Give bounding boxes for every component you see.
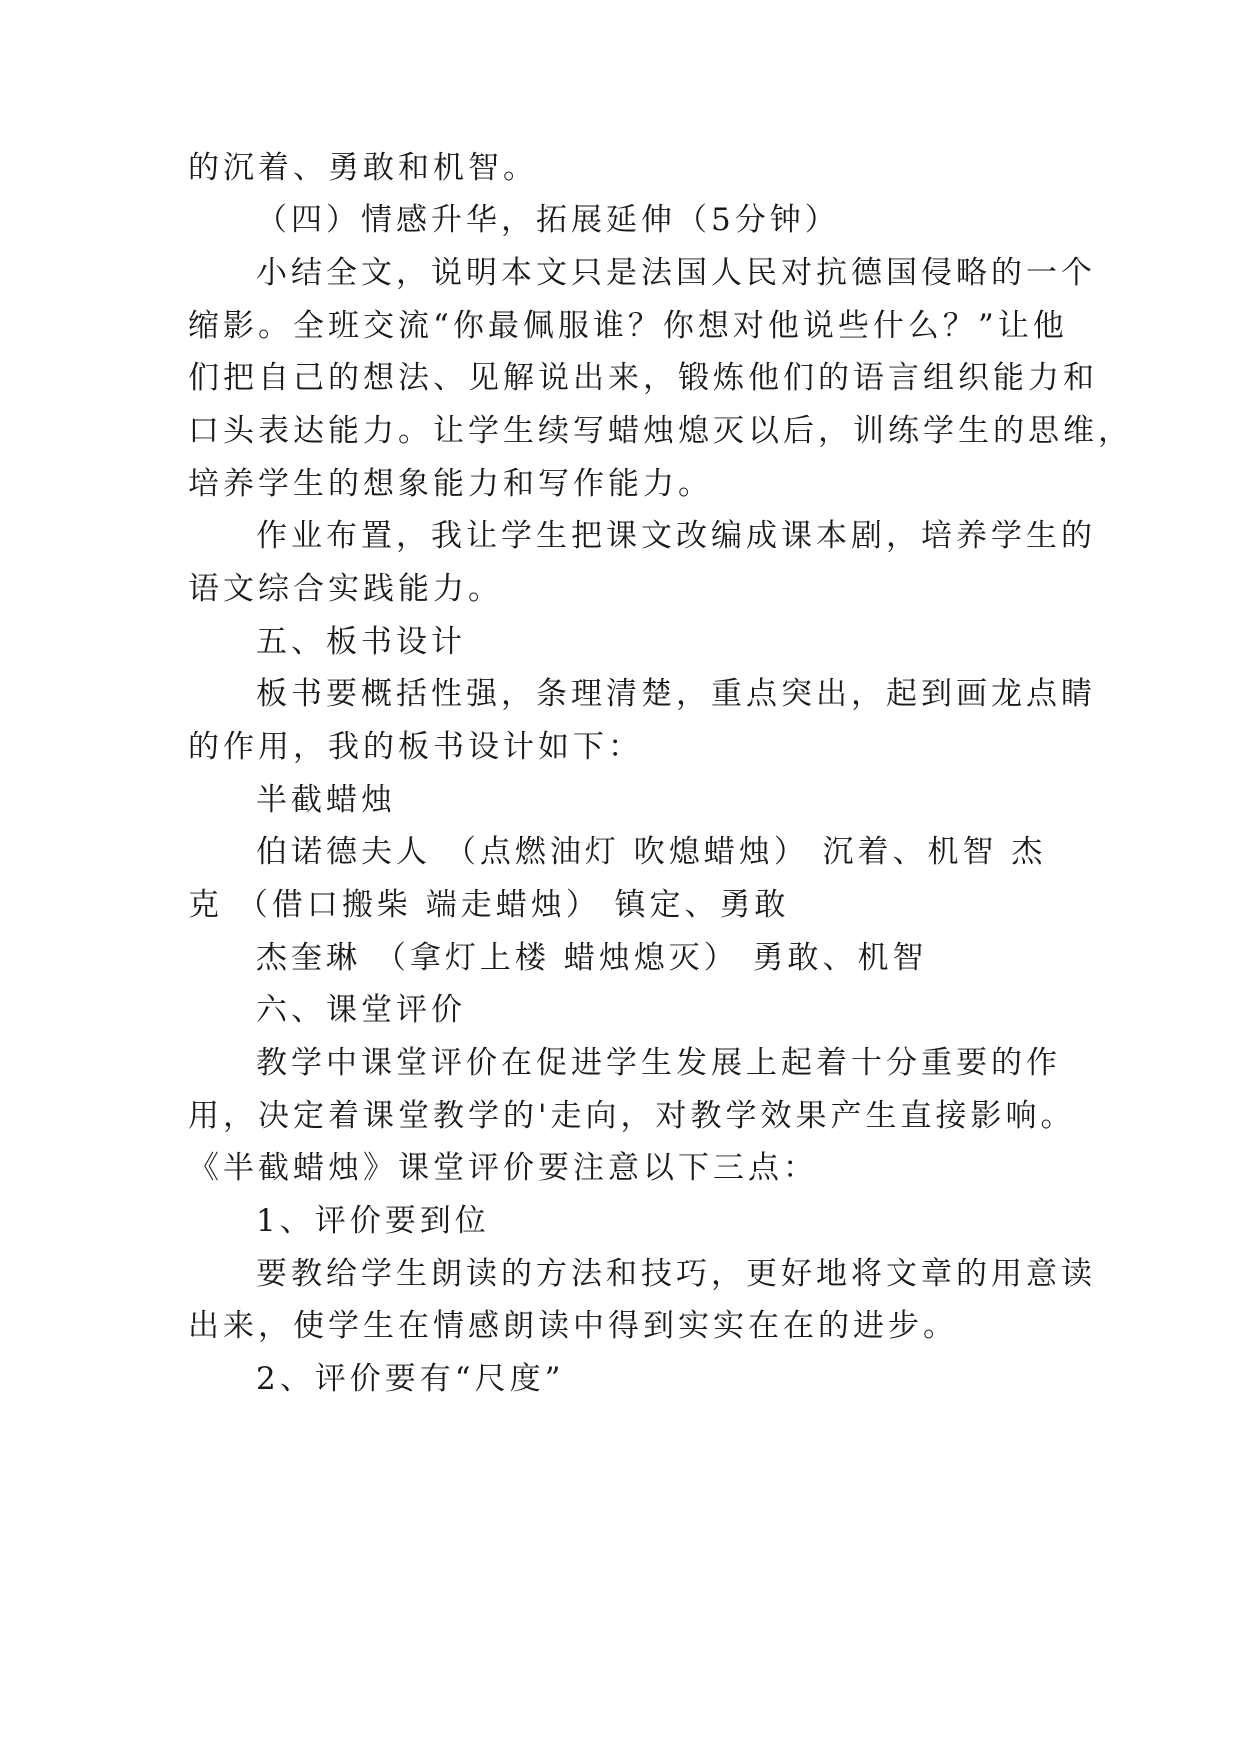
paragraph-line: 语文综合实践能力。 (188, 571, 503, 607)
board-line: 克 （借口搬柴 端走蜡烛） 镇定、勇敢 (188, 887, 790, 923)
board-line: 杰奎琳 （拿灯上楼 蜡烛熄灭） 勇敢、机智 (256, 940, 928, 976)
board-line: 伯诺德夫人 （点燃油灯 吹熄蜡烛） 沉着、机智 杰 (256, 834, 1047, 870)
paragraph-line: 出来，使学生在情感朗读中得到实实在在的进步。 (188, 1308, 958, 1344)
section-heading: 六、课堂评价 (256, 992, 466, 1028)
paragraph-line: 用，决定着课堂教学的'走向，对教学效果产生直接影响。 (188, 1098, 1076, 1134)
paragraph-line: 口头表达能力。让学生续写蜡烛熄灭以后，训练学生的思维， (188, 413, 1133, 449)
paragraph-line: 的作用，我的板书设计如下： (188, 729, 643, 765)
paragraph-line: 小结全文，说明本文只是法国人民对抗德国侵略的一个 (256, 255, 1096, 291)
section-heading: 五、板书设计 (256, 624, 466, 660)
paragraph-line: 教学中课堂评价在促进学生发展上起着十分重要的作 (256, 1045, 1061, 1081)
paragraph-line: 《半截蜡烛》课堂评价要注意以下三点： (188, 1150, 818, 1186)
paragraph-line: 板书要概括性强，条理清楚，重点突出，起到画龙点睛 (256, 676, 1096, 712)
subsection-heading: 1、评价要到位 (256, 1203, 490, 1239)
section-heading: （四）情感升华，拓展延伸（5分钟） (256, 202, 840, 238)
paragraph-line: 们把自己的想法、见解说出来，锻炼他们的语言组织能力和 (188, 360, 1098, 396)
paragraph-line: 要教给学生朗读的方法和技巧，更好地将文章的用意读 (256, 1256, 1096, 1292)
subsection-heading: 2、评价要有“尺度” (256, 1361, 565, 1397)
paragraph-line: 的沉着、勇敢和机智。 (188, 150, 538, 186)
paragraph-line: 缩影。全班交流“你最佩服谁？你想对他说些什么？”让他 (188, 308, 1068, 344)
board-title: 半截蜡烛 (256, 782, 396, 818)
paragraph-line: 作业布置，我让学生把课文改编成课本剧，培养学生的 (256, 518, 1096, 554)
paragraph-line: 培养学生的想象能力和写作能力。 (188, 466, 713, 502)
